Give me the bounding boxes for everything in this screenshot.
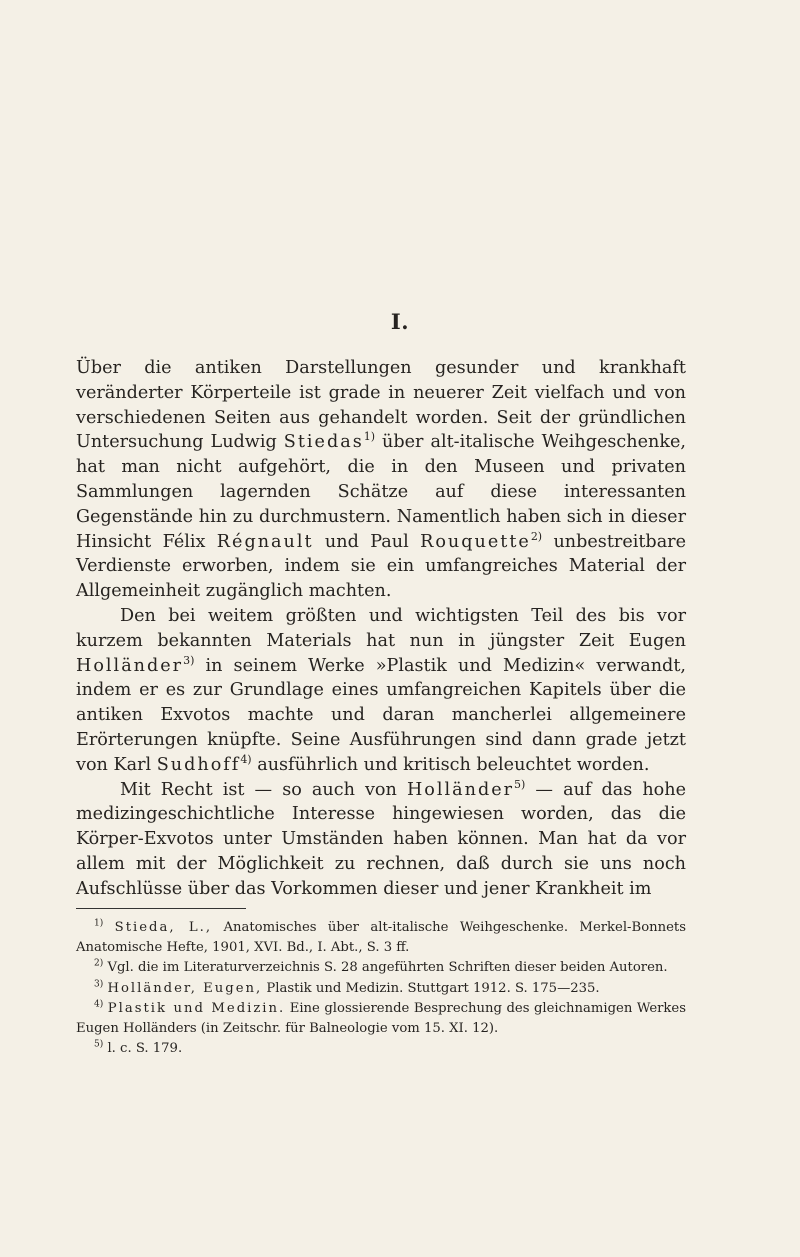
paragraph-text: und Paul <box>313 531 421 552</box>
main-text <box>76 356 686 902</box>
footnote-marker: 2) <box>94 958 104 969</box>
footnote-2 <box>76 958 686 978</box>
footnote-marker: 1) <box>94 918 104 929</box>
footnote-marker: 3) <box>94 979 104 990</box>
footnote-3 <box>76 979 686 999</box>
footnote-reference[interactable]: 2) <box>530 529 543 543</box>
paragraph-2 <box>76 604 686 778</box>
paragraph-1 <box>76 356 686 604</box>
footnote-5 <box>76 1039 686 1059</box>
footnotes <box>76 918 686 1060</box>
author-name: Régnault <box>216 531 314 552</box>
author-name: Rouquette <box>420 531 531 552</box>
footnote-text: Vgl. die im Literaturverzeichnis S. 28 angeführten Schriften dieser beiden Autoren. <box>107 960 668 975</box>
footnote-1 <box>76 918 686 957</box>
paragraph-3 <box>76 778 686 902</box>
footnote-text: Eine glossierende Besprechung des gleichnamigen Werkes Eugen Holländers (in Zeitschr. für Balneologie vom 15. XI. 12). <box>76 1001 686 1036</box>
footnote-author: Stieda, L., <box>114 920 213 935</box>
footnote-text: Anatomisches über alt-italische Weihgeschenke. Merkel-Bonnets Anatomische Hefte, 1901, XVI. Bd., I. Abt., S. 3 ff. <box>76 920 687 955</box>
author-name: Sudhoff <box>156 754 241 775</box>
footnote-divider <box>76 908 246 909</box>
footnote-reference[interactable]: 3) <box>183 653 195 667</box>
paragraph-text: Den bei weitem größten und wichtigsten Teil des bis vor kurzem bekannten Materials hat nun in jüngster Zeit Eugen <box>76 605 686 651</box>
footnote-reference[interactable]: 1) <box>363 430 376 444</box>
footnote-text: Plastik und Medizin. Stuttgart 1912. S. 175—235. <box>262 980 600 996</box>
footnote-reference[interactable]: 4) <box>240 752 252 766</box>
paragraph-text: — auf das hohe medizingeschichtliche Interesse hingewiesen worden, das die Körper-Exvotos unter Umständen haben können. Man hat da vor allem mit der Möglichkeit zu rechnen, daß durch sie uns noch Aufschlüsse über das Vorkommen dieser und jener Krankheit im <box>76 779 686 899</box>
author-name: Stiedas <box>283 432 364 453</box>
footnote-4 <box>76 999 686 1038</box>
chapter-heading: I. <box>390 309 410 334</box>
footnote-marker: 4) <box>94 999 104 1010</box>
paragraph-text: unbestreitbare Verdienste erworben, indem sie ein umfangreiches Material der Allgemeinheit zugänglich machten. <box>76 531 687 602</box>
paragraph-text: über alt-italische Weihgeschenke, hat man nicht aufgehört, die in den Museen und privaten Sammlungen lagernden Schätze auf diese interessanten Gegenstände hin zu durchmustern. Namentlich haben sich in dieser Hinsicht Félix <box>76 432 686 552</box>
footnote-text: l. c. S. 179. <box>107 1041 183 1056</box>
author-name: Holländer <box>406 779 515 800</box>
paragraph-text: ausführlich und kritisch beleuchtet worden. <box>251 754 650 775</box>
footnote-author: Holländer, Eugen, <box>107 980 263 996</box>
paragraph-text: Mit Recht ist — so auch von <box>120 779 407 800</box>
paragraph-text: Über die antiken Darstellungen gesunder und krankhaft veränderter Körperteile ist grade in neuerer Zeit vielfach und von verschiedenen Seiten aus gehandelt worden. Seit der gründlichen Untersuchung Ludwig <box>76 358 686 453</box>
footnote-marker: 5) <box>94 1039 104 1050</box>
paragraph-text: in seinem Werke »Plastik und Medizin« verwandt, indem er es zur Grundlage eines umfangreichen Kapitels über die antiken Exvotos machte und daran mancherlei allgemeinere Erörterungen knüpfte. Seine Ausführungen sind dann grade jetzt von Karl <box>76 655 686 775</box>
footnote-reference[interactable]: 5) <box>514 777 526 791</box>
footnote-author: Plastik und Medizin. <box>107 1001 286 1016</box>
author-name: Holländer <box>76 655 184 676</box>
